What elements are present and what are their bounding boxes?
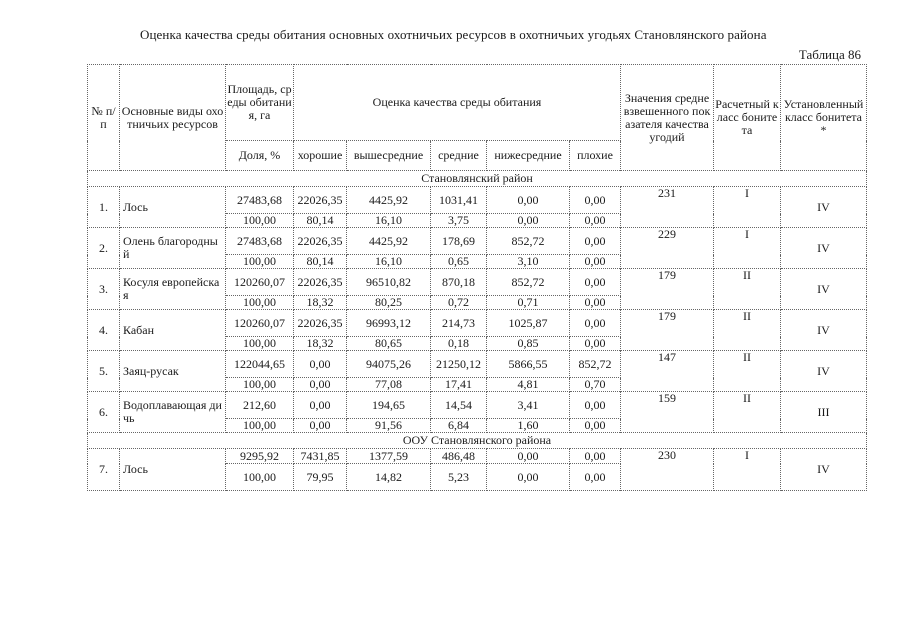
percent-good: 80,14 <box>294 214 347 228</box>
table-row <box>88 392 867 419</box>
header-below-avg: нижесредние <box>487 141 570 171</box>
percent-area: 100,00 <box>226 378 294 392</box>
value-above-avg: 1377,59 <box>347 449 431 464</box>
document-title: Оценка качества среды обитания основных охотничьих ресурсов в охотничьих угодьях Становлянского района <box>140 27 767 42</box>
value-area: 9295,92 <box>226 449 294 464</box>
weighted-value: 179 <box>621 269 714 310</box>
value-above-avg: 4425,92 <box>347 187 431 214</box>
table-row <box>88 269 867 296</box>
row-number: 5. <box>88 351 120 392</box>
header-good: хорошие <box>294 141 347 171</box>
percent-area: 100,00 <box>226 296 294 310</box>
value-above-avg: 4425,92 <box>347 228 431 255</box>
value-area: 122044,65 <box>226 351 294 378</box>
species-name: Лось <box>120 187 226 228</box>
section-title: ООУ Становлянского района <box>88 433 867 449</box>
value-avg: 178,69 <box>431 228 487 255</box>
species-name: Заяц-русак <box>120 351 226 392</box>
habitat-quality-table <box>87 64 867 491</box>
header-species: Основные виды охотничьих ресурсов <box>120 65 226 171</box>
set-class-value: IV <box>781 351 867 392</box>
percent-avg: 0,72 <box>431 296 487 310</box>
row-number: 4. <box>88 310 120 351</box>
value-good: 0,00 <box>294 392 347 419</box>
table-number: Таблица 86 <box>798 47 861 62</box>
value-avg: 21250,12 <box>431 351 487 378</box>
weighted-value: 229 <box>621 228 714 269</box>
header-avg: средние <box>431 141 487 171</box>
percent-avg: 3,75 <box>431 214 487 228</box>
percent-area: 100,00 <box>226 419 294 433</box>
value-bad: 0,00 <box>570 449 621 464</box>
set-class-value: III <box>781 392 867 433</box>
percent-below-avg: 0,71 <box>487 296 570 310</box>
percent-bad: 0,00 <box>570 419 621 433</box>
set-class-value: IV <box>781 187 867 228</box>
value-below-avg: 3,41 <box>487 392 570 419</box>
percent-bad: 0,00 <box>570 296 621 310</box>
value-avg: 14,54 <box>431 392 487 419</box>
calc-class-value: II <box>714 310 781 351</box>
value-above-avg: 96993,12 <box>347 310 431 337</box>
value-area: 27483,68 <box>226 187 294 214</box>
weighted-value: 179 <box>621 310 714 351</box>
percent-area: 100,00 <box>226 337 294 351</box>
value-area: 212,60 <box>226 392 294 419</box>
value-above-avg: 194,65 <box>347 392 431 419</box>
value-bad: 0,00 <box>570 187 621 214</box>
species-name: Косуля европейская <box>120 269 226 310</box>
table-row <box>88 310 867 337</box>
percent-above-avg: 80,25 <box>347 296 431 310</box>
percent-area: 100,00 <box>226 464 294 491</box>
percent-above-avg: 16,10 <box>347 255 431 269</box>
value-bad: 0,00 <box>570 310 621 337</box>
value-above-avg: 96510,82 <box>347 269 431 296</box>
row-number: 2. <box>88 228 120 269</box>
percent-below-avg: 0,00 <box>487 214 570 228</box>
value-good: 22026,35 <box>294 228 347 255</box>
species-name: Олень благородный <box>120 228 226 269</box>
table-row <box>88 228 867 255</box>
percent-below-avg: 4,81 <box>487 378 570 392</box>
percent-good: 18,32 <box>294 337 347 351</box>
percent-above-avg: 91,56 <box>347 419 431 433</box>
calc-class-value: II <box>714 392 781 433</box>
percent-avg: 0,65 <box>431 255 487 269</box>
percent-above-avg: 77,08 <box>347 378 431 392</box>
table-row <box>88 449 867 464</box>
value-good: 22026,35 <box>294 187 347 214</box>
set-class-value: IV <box>781 310 867 351</box>
calc-class-value: I <box>714 449 781 491</box>
species-name: Кабан <box>120 310 226 351</box>
set-class-value: IV <box>781 228 867 269</box>
percent-good: 0,00 <box>294 419 347 433</box>
calc-class-value: I <box>714 187 781 228</box>
species-name: Водоплавающая дичь <box>120 392 226 433</box>
percent-below-avg: 0,00 <box>487 464 570 491</box>
percent-area: 100,00 <box>226 214 294 228</box>
percent-above-avg: 80,65 <box>347 337 431 351</box>
percent-below-avg: 3,10 <box>487 255 570 269</box>
value-bad: 0,00 <box>570 269 621 296</box>
value-avg: 486,48 <box>431 449 487 464</box>
set-class-value: IV <box>781 449 867 491</box>
percent-below-avg: 1,60 <box>487 419 570 433</box>
value-below-avg: 5866,55 <box>487 351 570 378</box>
calc-class-value: I <box>714 228 781 269</box>
value-area: 27483,68 <box>226 228 294 255</box>
calc-class-value: II <box>714 351 781 392</box>
percent-avg: 0,18 <box>431 337 487 351</box>
species-name: Лось <box>120 449 226 491</box>
section-row <box>88 171 867 187</box>
percent-above-avg: 14,82 <box>347 464 431 491</box>
percent-bad: 0,00 <box>570 255 621 269</box>
header-num: № п/п <box>88 65 120 171</box>
calc-class-value: II <box>714 269 781 310</box>
value-above-avg: 94075,26 <box>347 351 431 378</box>
table-row <box>88 351 867 378</box>
header-assessment: Оценка качества среды обитания <box>294 65 621 141</box>
percent-good: 0,00 <box>294 378 347 392</box>
value-area: 120260,07 <box>226 310 294 337</box>
row-number: 3. <box>88 269 120 310</box>
value-avg: 1031,41 <box>431 187 487 214</box>
weighted-value: 159 <box>621 392 714 433</box>
value-bad: 852,72 <box>570 351 621 378</box>
value-good: 22026,35 <box>294 269 347 296</box>
percent-bad: 0,00 <box>570 214 621 228</box>
value-below-avg: 0,00 <box>487 449 570 464</box>
section-row <box>88 433 867 449</box>
value-below-avg: 1025,87 <box>487 310 570 337</box>
percent-good: 79,95 <box>294 464 347 491</box>
weighted-value: 230 <box>621 449 714 491</box>
percent-below-avg: 0,85 <box>487 337 570 351</box>
header-weighted: Значения средневзвешенного показателя качества угодий <box>621 65 714 171</box>
percent-good: 80,14 <box>294 255 347 269</box>
row-number: 1. <box>88 187 120 228</box>
weighted-value: 231 <box>621 187 714 228</box>
percent-avg: 6,84 <box>431 419 487 433</box>
percent-bad: 0,00 <box>570 464 621 491</box>
row-number: 6. <box>88 392 120 433</box>
value-good: 22026,35 <box>294 310 347 337</box>
percent-good: 18,32 <box>294 296 347 310</box>
section-title: Становлянский район <box>88 171 867 187</box>
value-bad: 0,00 <box>570 392 621 419</box>
value-good: 7431,85 <box>294 449 347 464</box>
row-number: 7. <box>88 449 120 491</box>
percent-avg: 17,41 <box>431 378 487 392</box>
value-avg: 870,18 <box>431 269 487 296</box>
weighted-value: 147 <box>621 351 714 392</box>
value-avg: 214,73 <box>431 310 487 337</box>
header-bad: плохие <box>570 141 621 171</box>
value-below-avg: 852,72 <box>487 269 570 296</box>
value-area: 120260,07 <box>226 269 294 296</box>
value-below-avg: 852,72 <box>487 228 570 255</box>
header-area: Площадь, среды обитания, га <box>226 65 294 141</box>
set-class-value: IV <box>781 269 867 310</box>
percent-bad: 0,00 <box>570 337 621 351</box>
value-below-avg: 0,00 <box>487 187 570 214</box>
header-above-avg: вышесредние <box>347 141 431 171</box>
percent-avg: 5,23 <box>431 464 487 491</box>
percent-bad: 0,70 <box>570 378 621 392</box>
percent-above-avg: 16,10 <box>347 214 431 228</box>
table-row <box>88 187 867 214</box>
value-bad: 0,00 <box>570 228 621 255</box>
header-set-class: Установленный класс бонитета* <box>781 65 867 171</box>
value-good: 0,00 <box>294 351 347 378</box>
header-share: Доля, % <box>226 141 294 171</box>
percent-area: 100,00 <box>226 255 294 269</box>
header-calc-class: Расчетный класс бонитета <box>714 65 781 171</box>
